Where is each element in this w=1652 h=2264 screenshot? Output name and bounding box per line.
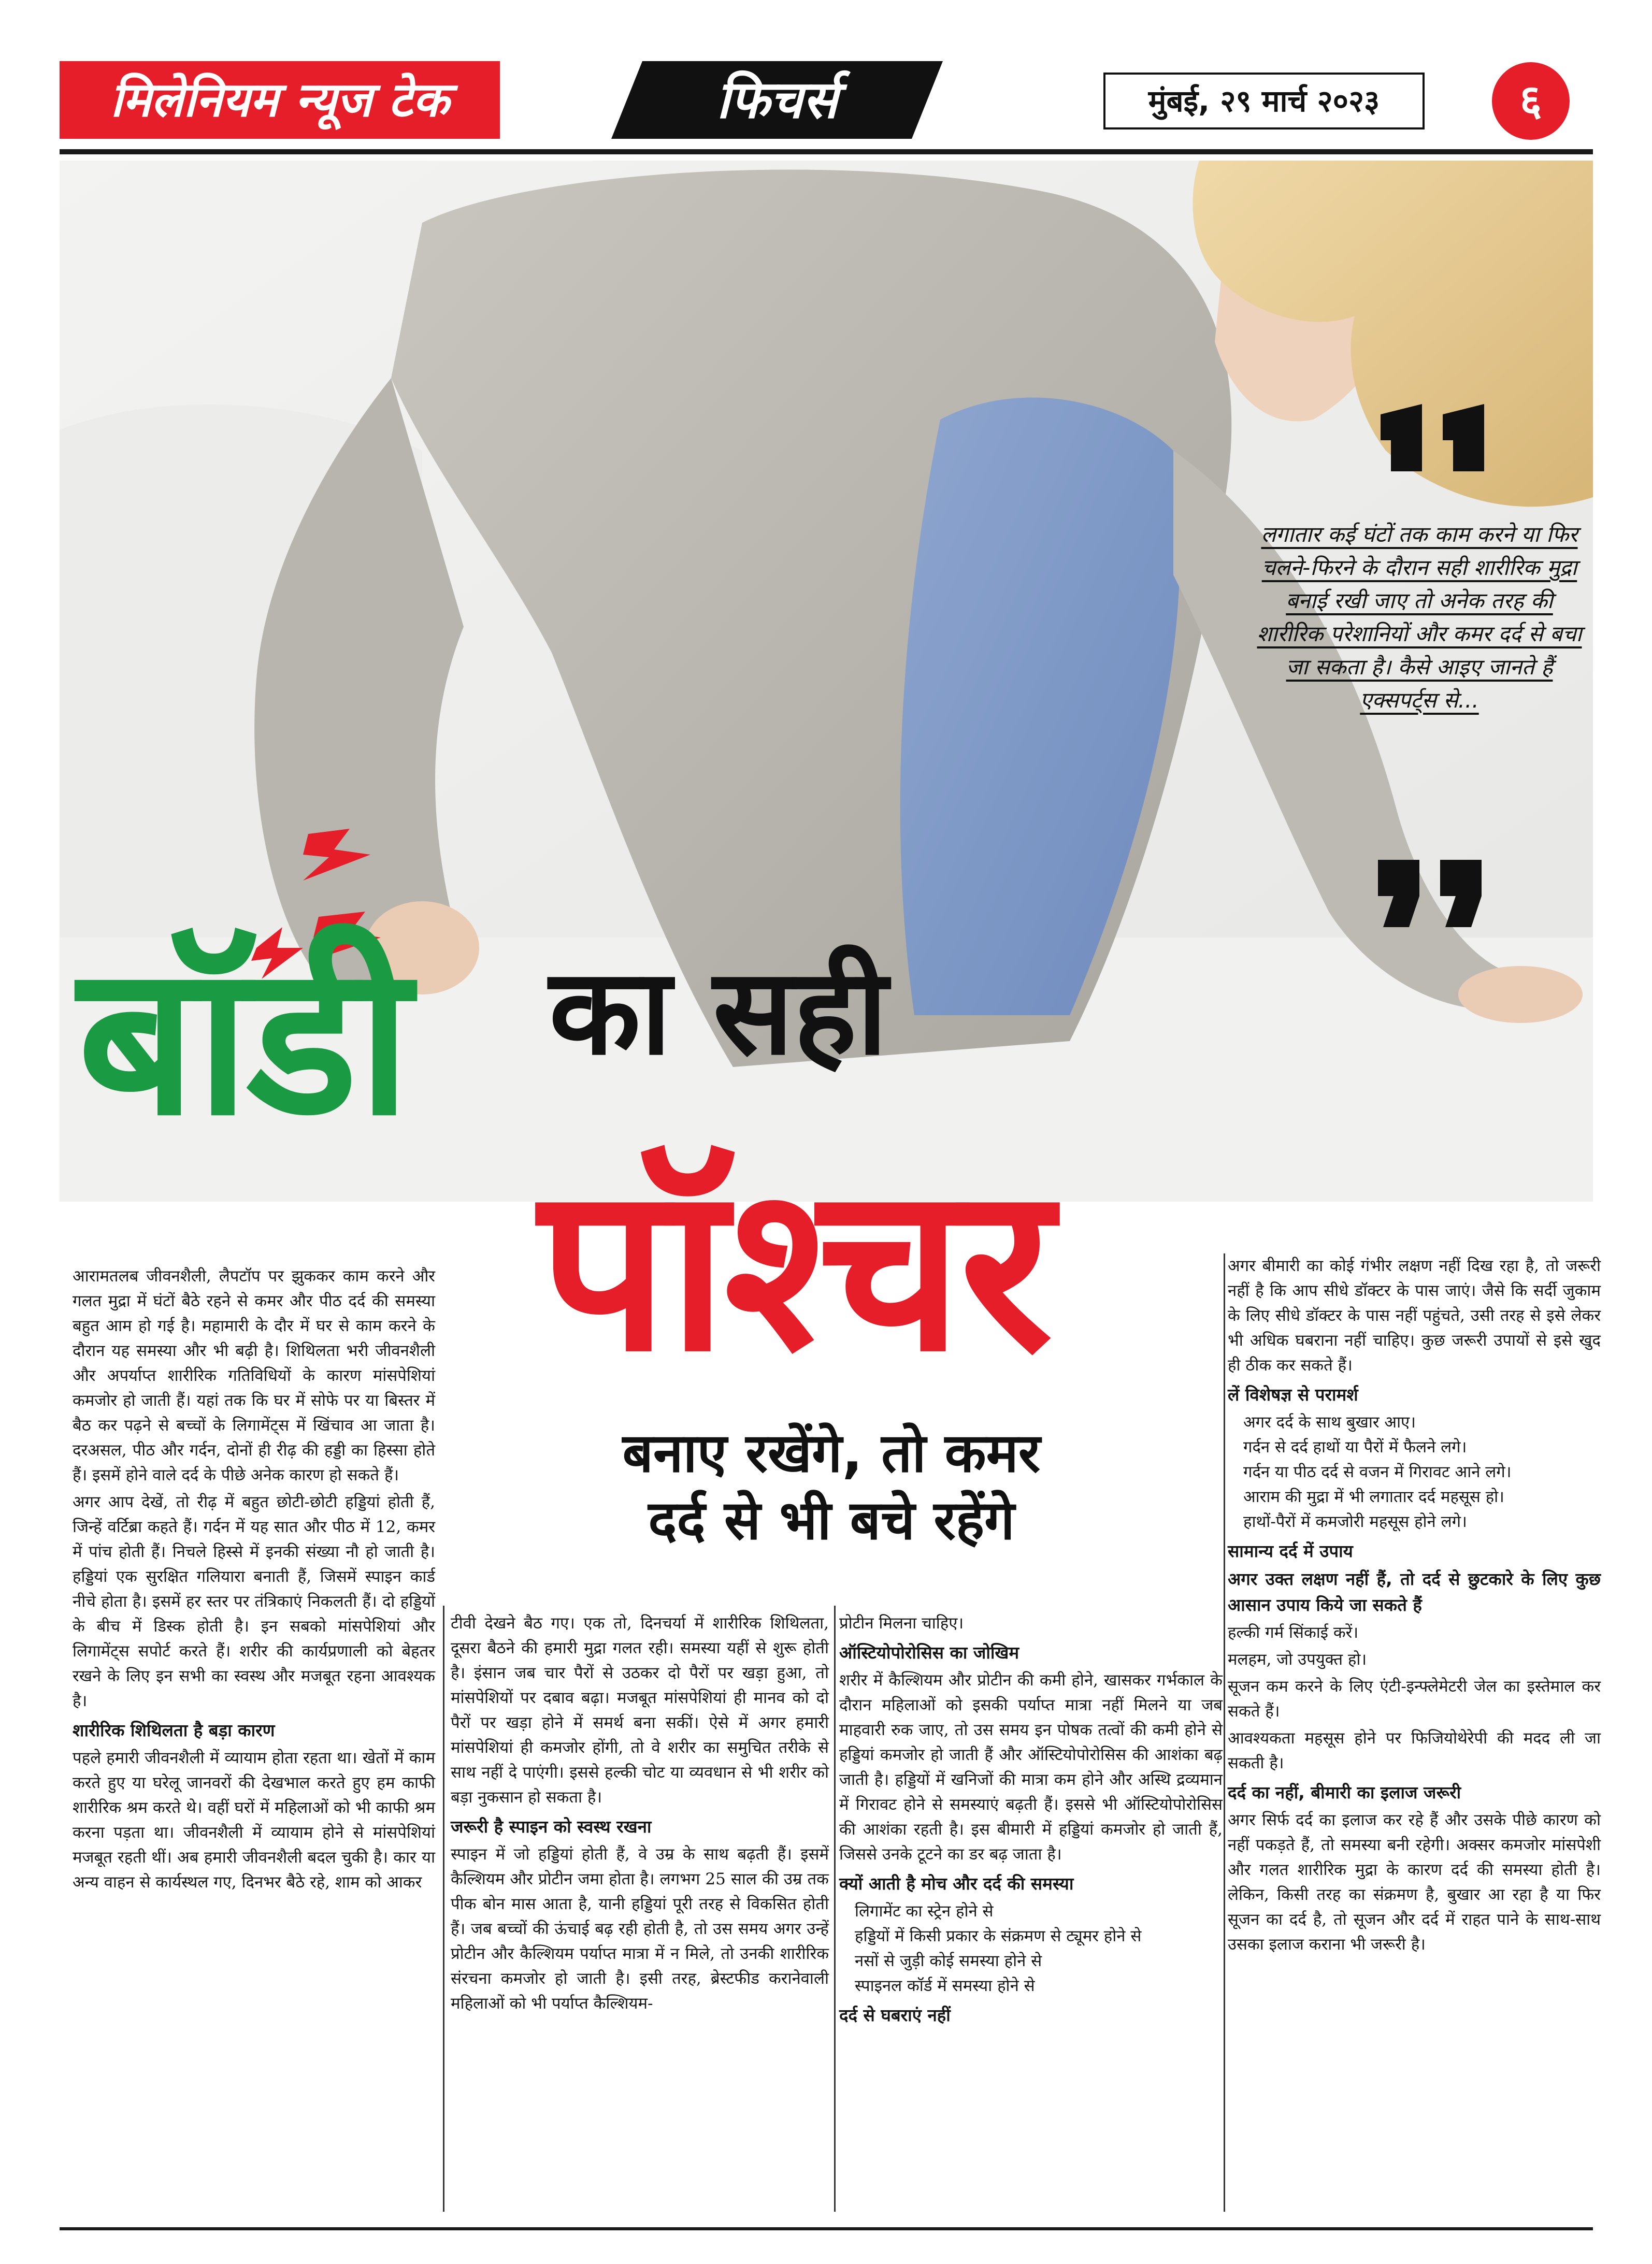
headline-word-ka-sahi: का सही — [549, 943, 888, 1081]
subheading-lead: अगर उक्त लक्षण नहीं हैं, तो दर्द से छुटकारे के लिए कुछ आसान उपाय किये जा सकते हैं — [1228, 1569, 1601, 1615]
article-column-3 — [839, 1611, 1223, 2030]
paragraph: पहले हमारी जीवनशैली में व्यायाम होता रहता था। खेतों में काम करते हुए या घरेलू जानवरों की देखभाल करते हुए हम काफी शारीरिक श्रम करते थे। वहीं घरों में महिलाओं को भी काफी श्रम करना पड़ता था। जीवनशैली में व्यायाम होने से मांसपेशियां मजबूत रहती थीं। अब हमारी जीवनशैली बदल चुकी है। कार या अन्य वाहन से कार्यस्थल गए, दिनभर बैठे रहे, शाम को आकर — [73, 1749, 435, 1892]
quote-open-icon — [1370, 394, 1495, 482]
masthead-rule — [60, 149, 1593, 154]
dateline-text: मुंबई, २९ मार्च २०२३ — [1148, 83, 1380, 119]
subheading: क्यों आती है मोच और दर्द की समस्या — [839, 1873, 1074, 1894]
pull-quote — [1254, 518, 1585, 717]
list-item: लिगामेंट का स्ट्रेन होने से — [855, 1902, 994, 1921]
paragraph: प्रोटीन मिलना चाहिए। — [839, 1614, 964, 1633]
subheading: जरूरी है स्पाइन को स्वस्थ रखना — [451, 1816, 652, 1837]
paragraph: स्पाइन में जो हड्डियां होती हैं, वे उम्र के साथ बढ़ती हैं। इसमें कैल्शियम और प्रोटीन जमा होता है। लगभग 25 साल की उम्र तक पीक बोन मास आता है, यानी हड्डियां पूरी तरह से विकसित होती हैं। जब बच्चों की ऊंचाई बढ़ रही होती है, तो उस समय अगर उन्हें प्रोटीन और कैल्शियम पर्याप्त मात्रा में न मिले, तो उनकी शारीरिक संरचना कमजोर हो जाती है। इसी तरह, ब्रेस्टफीड करानेवाली महिलाओं को भी पर्याप्त कैल्शियम- — [451, 1845, 829, 2013]
subheading: दर्द का नहीं, बीमारी का इलाज जरूरी — [1228, 1782, 1461, 1802]
list-item: सूजन कम करने के लिए एंटी-इन्फ्लेमेटरी जेल का इस्तेमाल कर सकते हैं। — [1228, 1677, 1601, 1721]
section-label-text: फिचर्स — [716, 69, 838, 130]
paragraph: अगर आप देखें, तो रीढ़ में बहुत छोटी-छोटी हड्डियां होती हैं, जिन्हें वर्टिब्रा कहते हैं। गर्दन में यह सात और पीठ में 12, कमर में पांच होती हैं। निचले हिस्से में इनकी संख्या नौ हो जाती है। हड्डियां एक सुरक्षित गलियारा बनाती हैं, जिसमें स्पाइन कार्ड नीचे होता है। इसमें हर स्तर पर तंत्रिकाएं निकलती हैं। दो हड्डियों के बीच में डिस्क होती है। इन सबको मांसपेशियां और लिगामेंट्स सपोर्ट करते हैं। शरीर की कार्यप्रणाली को बेहतर रखने के लिए इन सभी का स्वस्थ और मजबूत रहना आवश्यक है। — [73, 1493, 435, 1710]
list-item: गर्दन से दर्द हाथों या पैरों में फैलने लगे। — [1243, 1438, 1467, 1457]
publication-name — [60, 61, 500, 139]
list-item: स्पाइनल कॉर्ड में समस्या होने से — [855, 1977, 1035, 1995]
footer-rule — [60, 2227, 1593, 2230]
article-column-1 — [73, 1264, 435, 1897]
paragraph: शरीर में कैल्शियम और प्रोटीन की कमी होने, खासकर गर्भकाल के दौरान महिलाओं को इसकी पर्याप्त मात्रा नहीं मिलने या जब माहवारी रुक जाए, तो उस समय इन पोषक तत्वों की कमी होने से हड्डियां कमजोर हो जाती हैं और ऑस्टियोपोरोसिस की आशंका बढ़ जाती है। हड्डियों में खनिजों की मात्रा कम होने और अस्थि द्रव्यमान में गिरावट होने से समस्याएं बढ़ती हैं। इससे भी ऑस्टियोपोरोसिस की आशंका रहती है। इस बीमारी में हड्डियां कमजोर हो जाती हैं, जिससे उनके टूटने का डर बढ़ जाता है। — [839, 1671, 1223, 1864]
list-item: गर्दन या पीठ दर्द से वजन में गिरावट आने लगे। — [1243, 1463, 1512, 1481]
page-number: ६ — [1519, 76, 1542, 125]
article-column-2 — [451, 1611, 829, 2018]
column-divider — [1224, 1253, 1225, 2212]
paragraph: अगर बीमारी का कोई गंभीर लक्षण नहीं दिख रहा है, तो जरूरी नहीं है कि आप सीधे डॉक्टर के पास जाएं। जैसे कि सर्दी जुकाम के लिए सीधे डॉक्टर के पास नहीं पहुंचते, उसी तरह से इसे लेकर भी अधिक घबराना नहीं चाहिए। कुछ जरूरी उपायों से इसे खुद ही ठीक कर सकते हैं। — [1228, 1257, 1601, 1375]
list-item: हड्डियों में किसी प्रकार के संक्रमण से ट्यूमर होने से — [855, 1927, 1142, 1945]
column-divider — [834, 1606, 836, 2212]
headline-word-posture: पॉश्चर — [539, 1136, 1050, 1402]
paragraph: अगर सिर्फ दर्द का इलाज कर रहे हैं और उसके पीछे कारण को नहीं पकड़ते हैं, तो समस्या बनी रहेगी। अक्सर कमजोर मांसपेशी और गलत शारीरिक मुद्रा के कारण दर्द की समस्या होती है। लेकिन, किसी तरह का संक्रमण है, बुखार आ रहा है या फिर सूजन का दर्द है, तो सूजन और दर्द में राहत पाने के साथ-साथ उसका इलाज कराना भी जरूरी है। — [1228, 1811, 1601, 1954]
subheading: सामान्य दर्द में उपाय — [1228, 1541, 1353, 1561]
headline-subline-1: बनाए रखेंगे, तो कमर — [622, 1421, 1041, 1484]
column-divider — [443, 1606, 444, 2212]
page-number-badge — [1492, 62, 1570, 140]
headline-word-body: बॉडी — [78, 920, 408, 1161]
publication-name-text: मिलेनियम न्यूज टेक — [110, 72, 450, 127]
paragraph: आरामतलब जीवनशैली, लैपटॉप पर झुककर काम करने और गलत मुद्रा में घंटों बैठे रहने से कमर और पीठ दर्द की समस्या बहुत आम हो गई है। महामारी के दौर में घर से काम करने के दौरान यह समस्या और भी बढ़ी है। शिथिलता भरी जीवनशैली और अपर्याप्त शारीरिक गतिविधियों के कारण मांसपेशियां कमजोर हो जाती हैं। यहां तक कि घर में सोफे पर या बिस्तर में बैठ कर पढ़ने से बच्चों के लिगामेंट्स में खिंचाव आ जाता है। दरअसल, पीठ और गर्दन, दोनों ही रीढ़ की हड्डी का हिस्सा होते हैं। इसमें होने वाले दर्द के पीछे अनेक कारण हो सकते हैं। — [73, 1267, 435, 1484]
subheading: ऑस्टियोपोरोसिस का जोखिम — [839, 1642, 1019, 1663]
paragraph: टीवी देखने बैठ गए। एक तो, दिनचर्या में शारीरिक शिथिलता, दूसरा बैठने की हमारी मुद्रा गलत रही। समस्या यहीं से शुरू होती है। इंसान जब चार पैरों से उठकर दो पैरों पर खड़ा हुआ, तो मांसपेशियों पर दबाव बढ़ा। मजबूत मांसपेशियां ही मानव को दो पैरों पर खड़ा होने में समर्थ बना सकीं। ऐसे में अगर हमारी मांसपेशियां ही कमजोर होंगी, तो वे शरीर का समुचित तरीके से साथ नहीं दे पाएंगी। इससे हल्की चोट या व्यवधान से भी शरीर को बड़ा नुकसान हो सकता है। — [451, 1614, 829, 1807]
list-item: मलहम, जो उपयुक्त हो। — [1228, 1650, 1367, 1669]
headline-subline-2: दर्द से भी बचे रहेंगे — [648, 1489, 1015, 1552]
list-item: आराम की मुद्रा में भी लगातार दर्द महसूस हो। — [1243, 1488, 1504, 1506]
list-item: नसों से जुड़ी कोई समस्या होने से — [855, 1952, 1042, 1970]
section-label — [611, 61, 943, 139]
list-item: हल्की गर्म सिंकाई करें। — [1228, 1623, 1359, 1642]
subheading: लें विशेषज्ञ से परामर्श — [1228, 1385, 1358, 1405]
list-item: आवश्यकता महसूस होने पर फिजियोथेरेपी की मदद ली जा सकती है। — [1228, 1729, 1601, 1772]
quote-close-icon — [1368, 849, 1492, 938]
subheading: शारीरिक शिथिलता है बड़ा कारण — [73, 1720, 275, 1740]
pull-quote-text: लगातार कई घंटों तक काम करने या फिर चलने-फिरने के दौरान सही शारीरिक मुद्रा बनाई रखी जाए तो अनेक तरह की शारीरिक परेशानियों और कमर दर्द से बचा जा सकता है। कैसे आइए जानते हैं एक्सपर्ट्स से... — [1257, 522, 1582, 713]
subheading: दर्द से घबराएं नहीं — [839, 2005, 951, 2025]
list-item: हाथों-पैरों में कमजोरी महसूस होने लगे। — [1243, 1512, 1467, 1531]
article-column-4 — [1228, 1253, 1601, 1959]
dateline — [1103, 73, 1425, 129]
list-item: अगर दर्द के साथ बुखार आए। — [1243, 1413, 1416, 1432]
